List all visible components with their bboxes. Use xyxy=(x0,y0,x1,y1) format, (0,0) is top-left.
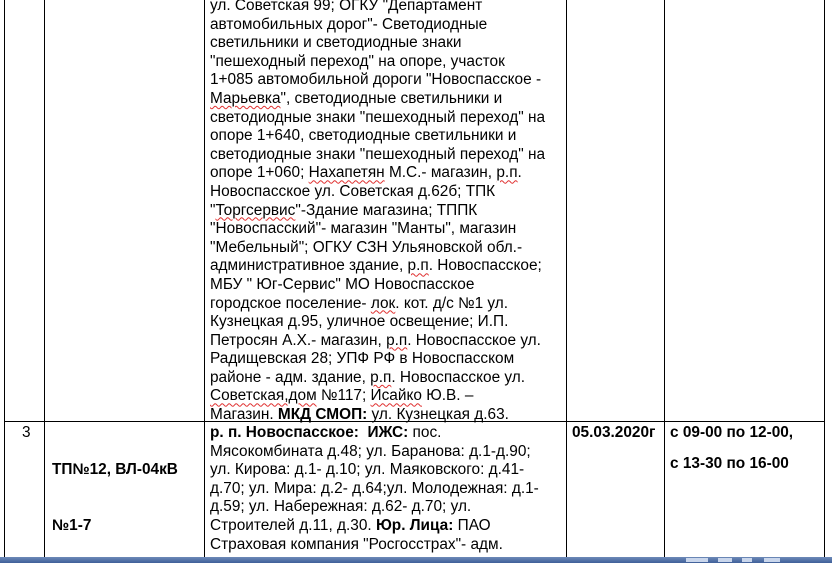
text-segment: . Новоспасское; xyxy=(428,257,542,275)
text-segment: "Новоспасский"- магазин "Манты", магазин xyxy=(210,220,517,238)
text-segment: "Мебельный"; ОГКУ СЗН Ульяновской обл.- xyxy=(210,238,523,256)
text-segment: . Новоспасское ул. xyxy=(407,331,541,349)
spellcheck-word: Марьевка xyxy=(210,89,281,107)
text-segment: " xyxy=(210,201,216,219)
row3-date: 05.03.2020г xyxy=(572,424,656,441)
spellcheck-word: Исайко xyxy=(370,387,422,405)
text-segment: Новоспасское ул. Советская д.62б; ТПК xyxy=(210,182,496,200)
row3-address-line xyxy=(210,480,539,499)
text-segment: городское поселение- xyxy=(210,294,371,312)
row2-address-line xyxy=(210,276,545,295)
row2-address-line xyxy=(210,90,545,109)
text-segment: . xyxy=(517,164,522,182)
spellcheck-word: р.п xyxy=(496,164,518,182)
row2-address-line xyxy=(210,202,545,221)
text-segment: светодиодные знаки "пешеходный переход" на xyxy=(210,108,546,126)
text-segment: опоре 1+060; xyxy=(210,164,309,182)
text-segment: светильники и светодиодные знаки xyxy=(210,34,462,52)
row3-address-line xyxy=(210,443,539,462)
row3-object-line-1: ТП№12, ВЛ-04кВ xyxy=(52,461,178,479)
text-segment: пос. xyxy=(408,424,442,441)
table-col-divider-4 xyxy=(664,0,665,557)
text-segment: Петросян А.Х.- магазин, xyxy=(210,331,387,349)
row3-number: 3 xyxy=(22,424,31,441)
row2-address-line xyxy=(210,350,545,369)
text-segment: Мясокомбината д.48; ул. Баранова: д.1-д.90; xyxy=(210,442,531,460)
row3-time-1: с 09-00 по 12-00, xyxy=(670,424,794,441)
text-segment: Магазин. xyxy=(210,406,278,424)
row2-address-line xyxy=(210,220,545,239)
row2-address-line xyxy=(210,257,545,276)
text-segment: М.С.- магазин, xyxy=(384,164,497,182)
text-segment: "-Здание магазина; ТППК xyxy=(295,201,478,219)
bold-label: Юр. Лица: xyxy=(375,516,454,534)
row3-time-2: с 13-30 по 16-00 xyxy=(670,455,789,472)
status-bar-mark xyxy=(764,558,780,562)
row3-address-line xyxy=(210,536,539,555)
row2-address-line xyxy=(210,313,545,332)
row2-address-line xyxy=(210,0,545,16)
spellcheck-word: Советская,дом xyxy=(210,387,317,405)
row2-address-line xyxy=(210,369,545,388)
text-segment: №117; xyxy=(316,387,371,405)
text-segment: ПАО xyxy=(453,516,491,534)
row2-address-cell xyxy=(210,0,545,425)
text-segment: Радищевская 28; УПФ РФ в Новоспасском xyxy=(210,350,515,368)
table-col-divider-2 xyxy=(204,0,205,557)
table-col-divider-1 xyxy=(44,0,45,557)
bold-label: р. п. Новоспасское: ИЖС: xyxy=(210,424,409,441)
row2-address-line xyxy=(210,146,545,165)
text-segment: . кот. д/с №1 ул. xyxy=(395,294,509,312)
bold-label: МКД СМОП: xyxy=(277,406,368,424)
row2-address-line xyxy=(210,183,545,202)
text-segment: районе - адм. здание, xyxy=(210,368,371,386)
row2-address-line xyxy=(210,34,545,53)
text-segment: автомобильных дорог"- Светодиодные xyxy=(210,15,488,33)
row3-address-line xyxy=(210,498,539,517)
row2-address-line xyxy=(210,387,545,406)
text-segment: д.59; ул. Набережная: д.62- д.70; ул. xyxy=(210,498,472,516)
text-segment: опоре 1+640, светодиодные светильники и xyxy=(210,127,517,145)
table-left-border xyxy=(4,0,5,557)
text-segment: 1+085 автомобильной дороги "Новоспасское - xyxy=(210,71,542,89)
text-segment: ул. Кузнецкая д.63. xyxy=(367,406,509,424)
row2-address-line xyxy=(210,53,545,72)
spellcheck-word: лок xyxy=(370,294,396,312)
text-segment: МБУ " Юг-Сервис" МО Новоспасское xyxy=(210,275,475,293)
status-bar-mark xyxy=(742,558,752,562)
row3-address-line xyxy=(210,424,539,443)
text-segment: административное здание, xyxy=(210,257,408,275)
text-segment: "пешеходный переход" на опоре, участок xyxy=(210,52,505,70)
table-right-border xyxy=(824,0,825,557)
text-segment: Строителей д.11, д.30. xyxy=(210,516,376,534)
spellcheck-word: р.п xyxy=(370,368,392,386)
text-segment: Страховая компания "Росгосстрах"- адм. xyxy=(210,535,503,553)
text-segment: светодиодные знаки "пешеходный переход" на xyxy=(210,145,546,163)
text-segment: . Новоспасское ул. xyxy=(391,368,526,386)
row3-object-line-2: №1-7 xyxy=(52,516,92,534)
spellcheck-word: Нахапетян xyxy=(308,164,385,182)
text-segment: д.70; ул. Мира: д.2- д.64;ул. Молодежная: д.1- xyxy=(210,479,539,497)
row2-address-line xyxy=(210,109,545,128)
text-segment: Кузнецкая д.95, уличное освещение; И.П. xyxy=(210,313,509,331)
row2-address-line xyxy=(210,127,545,146)
spellcheck-word: Торгсервис xyxy=(215,201,296,219)
row3-address-cell xyxy=(210,424,539,554)
table-col-divider-3 xyxy=(566,0,567,557)
status-bar-mark xyxy=(718,558,732,562)
status-bar-mark xyxy=(686,558,708,562)
row3-object-cell xyxy=(52,424,178,554)
text-segment: Ю.В. – xyxy=(421,387,474,405)
row2-address-line xyxy=(210,71,545,90)
row2-address-line xyxy=(210,295,545,314)
spellcheck-word: р.п xyxy=(386,331,408,349)
row2-address-line xyxy=(210,239,545,258)
row2-address-line xyxy=(210,164,545,183)
row3-address-line xyxy=(210,517,539,536)
text-segment: ул. Советская 99; ОГКУ "Департамент xyxy=(210,0,483,14)
row2-address-line xyxy=(210,16,545,35)
row3-address-line xyxy=(210,461,539,480)
row2-address-line xyxy=(210,406,545,425)
spellcheck-word: р.п xyxy=(407,257,429,275)
row2-address-line xyxy=(210,332,545,351)
text-segment: ", светодиодные светильники и xyxy=(280,89,503,107)
text-segment: ул. Кирова: д.1- д.10; ул. Маяковского: д.41- xyxy=(210,461,525,479)
